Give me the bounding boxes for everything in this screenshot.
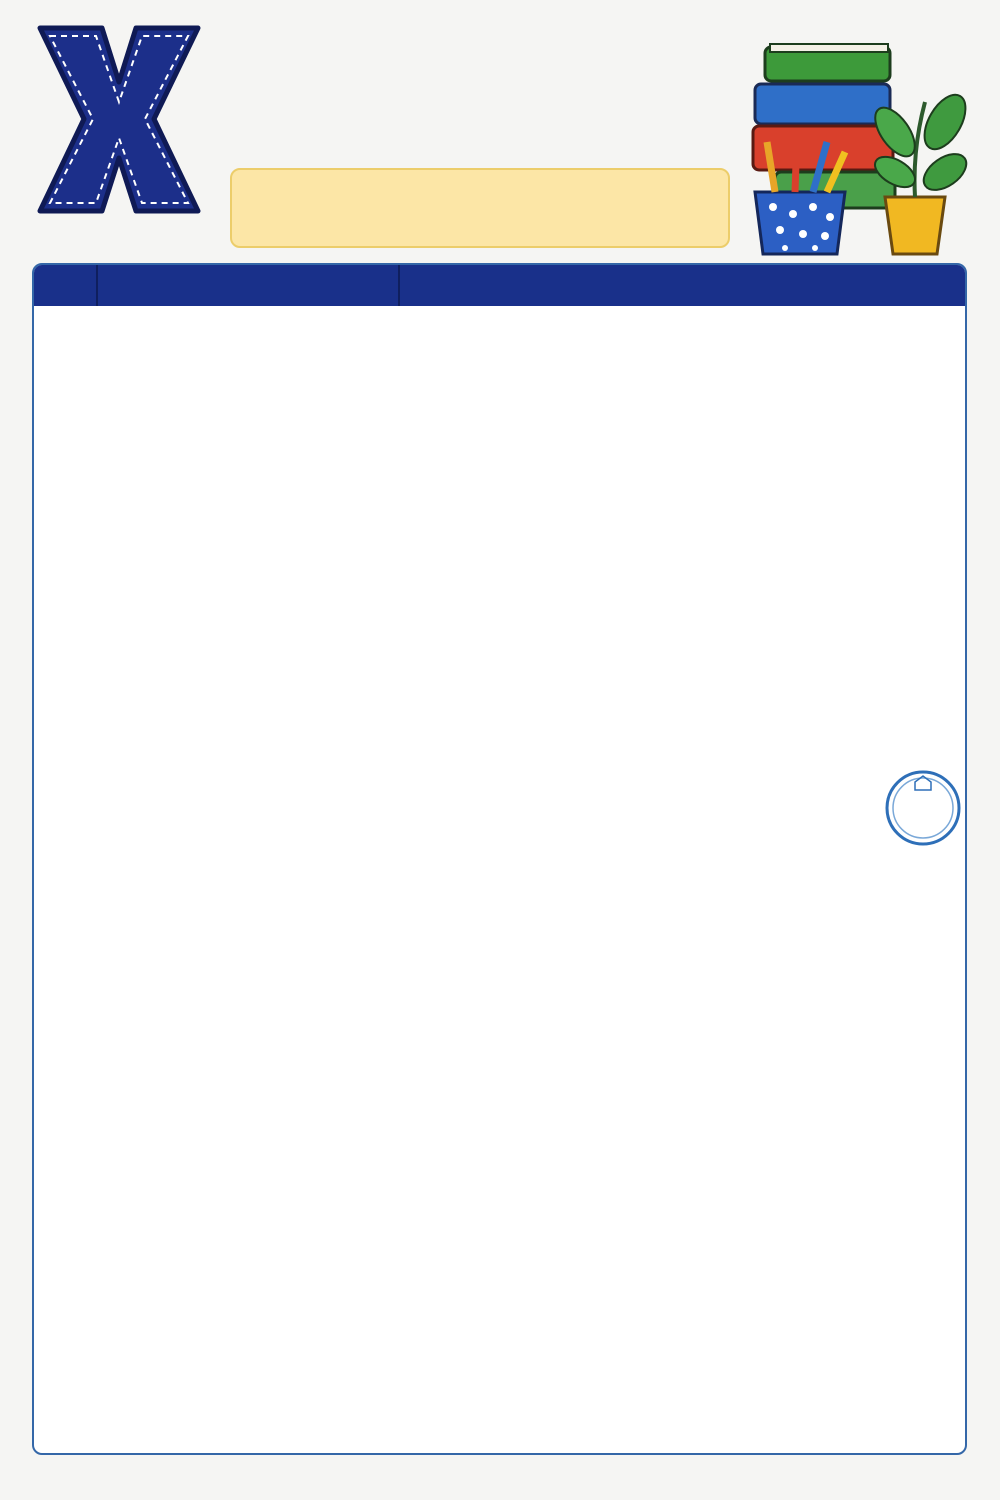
grammar-corner-stamp	[883, 768, 963, 848]
letter-x-logo	[34, 22, 204, 217]
header-example	[398, 265, 967, 306]
nouns-table	[32, 263, 967, 1455]
table-header	[34, 265, 967, 306]
books-pencils-plant-icon	[745, 22, 970, 257]
header-no	[34, 265, 96, 306]
subtitle-box	[230, 168, 730, 248]
header-noun	[96, 265, 400, 306]
